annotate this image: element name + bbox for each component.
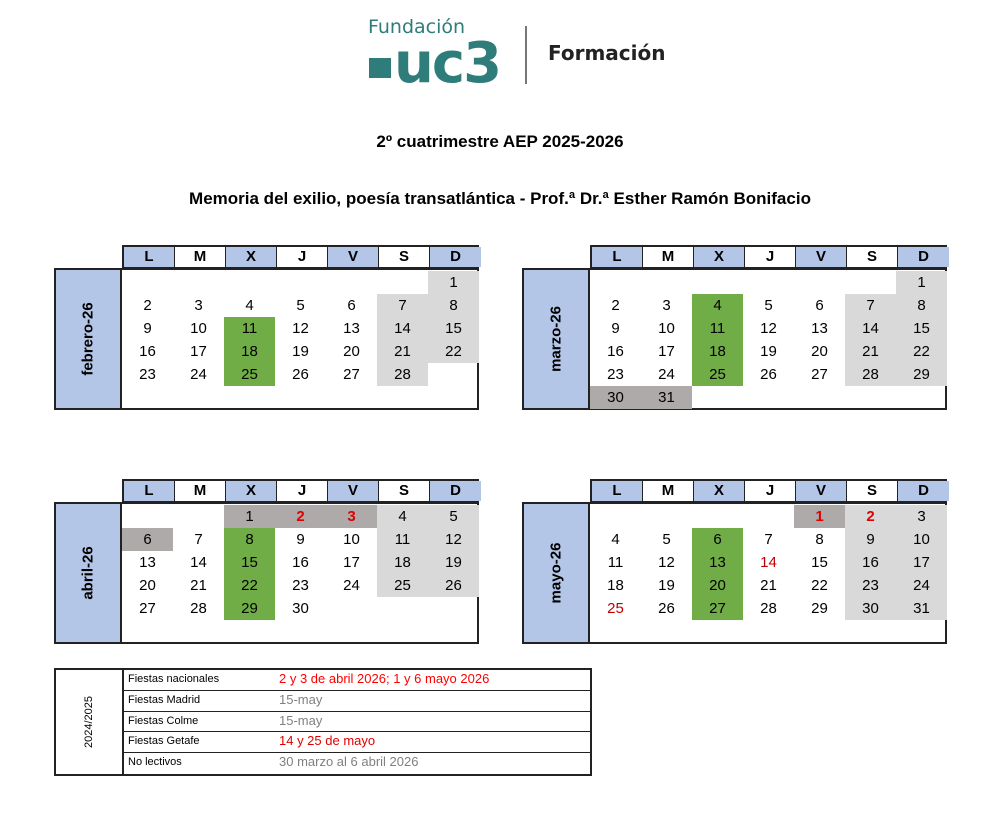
- logo-divider: [525, 26, 527, 84]
- calendar-day: 23: [845, 574, 896, 597]
- calendar-day: 15: [896, 317, 947, 340]
- calendar-day: 29: [224, 597, 275, 620]
- calendar-day: 21: [845, 340, 896, 363]
- calendar-april: [54, 479, 480, 645]
- weekday-header-s: S: [847, 247, 898, 267]
- logo-formacion-text: Formación: [548, 41, 666, 65]
- month-label-cell: [54, 502, 122, 644]
- calendar-day: 5: [296, 297, 305, 314]
- calendar-march: [522, 245, 948, 411]
- weekday-header-d: D: [430, 481, 481, 501]
- calendar-day: 3: [896, 505, 947, 528]
- calendar-day: 12: [428, 528, 479, 551]
- calendar-day: 23: [607, 366, 624, 383]
- calendar-day: 20: [139, 577, 156, 594]
- weekday-header-s: S: [379, 247, 430, 267]
- weekday-header-j: J: [745, 481, 796, 501]
- weekday-header-x: X: [694, 247, 745, 267]
- calendar-day: 4: [692, 294, 743, 317]
- weekday-header-m: M: [175, 481, 226, 501]
- calendar-day: 15: [811, 554, 828, 571]
- legend-row-label: Fiestas Colme: [128, 714, 199, 727]
- calendar-day: 7: [194, 531, 203, 548]
- calendar-day: 8: [815, 531, 824, 548]
- calendar-day: 27: [343, 366, 360, 383]
- calendar-day: 5: [662, 531, 671, 548]
- month-label-cell: [54, 268, 122, 410]
- calendar-day: 11: [607, 554, 624, 571]
- calendar-day: 26: [292, 366, 309, 383]
- weekday-header-v: V: [328, 247, 379, 267]
- calendar-day: 1: [794, 505, 845, 528]
- calendar-day: 22: [896, 340, 947, 363]
- calendar-day: 30: [292, 600, 309, 617]
- calendar-day: 20: [343, 343, 360, 360]
- calendar-day: 6: [347, 297, 356, 314]
- legend-row-value: 15-may: [279, 691, 323, 707]
- legend-row-value: 2 y 3 de abril 2026; 1 y 6 mayo 2026: [279, 671, 490, 686]
- calendar-day: 28: [190, 600, 207, 617]
- calendar-day: 19: [292, 343, 309, 360]
- legend-row-label: Fiestas Getafe: [128, 735, 200, 748]
- legend-row-value: 15-may: [279, 712, 323, 728]
- weekday-header-v: V: [796, 481, 847, 501]
- logo-fundacion-text: Fundación: [368, 16, 466, 38]
- logo-uc3-text: uc3: [394, 31, 501, 96]
- calendar-day: 25: [692, 363, 743, 386]
- legend-row: [124, 732, 590, 753]
- calendar-day: 3: [194, 297, 203, 314]
- calendar-day: 21: [190, 577, 207, 594]
- calendar-day: 22: [224, 574, 275, 597]
- calendar-day: 11: [377, 528, 428, 551]
- calendar-day: 14: [760, 554, 777, 571]
- calendar-day: 25: [377, 574, 428, 597]
- calendar-day: 17: [343, 554, 360, 571]
- calendar-day: 31: [896, 597, 947, 620]
- calendar-day: 28: [760, 600, 777, 617]
- calendar-day: 27: [139, 600, 156, 617]
- calendar-day: 19: [760, 343, 777, 360]
- weekday-header-row: [122, 245, 479, 269]
- calendar-day: 25: [607, 600, 624, 617]
- month-label: abril-26: [79, 546, 97, 600]
- calendar-day: 10: [658, 320, 675, 337]
- calendar-day: 18: [377, 551, 428, 574]
- calendar-day: 9: [611, 320, 620, 337]
- calendar-day: 2: [611, 297, 620, 314]
- calendar-day: 1: [224, 505, 275, 528]
- calendar-day: 15: [428, 317, 479, 340]
- calendar-day: 18: [607, 577, 624, 594]
- calendar-day: 12: [292, 320, 309, 337]
- weekday-header-m: M: [175, 247, 226, 267]
- legend-row: [124, 670, 590, 691]
- calendar-day: 22: [428, 340, 479, 363]
- weekday-header-j: J: [277, 247, 328, 267]
- weekday-header-x: X: [226, 247, 277, 267]
- calendar-day: 26: [428, 574, 479, 597]
- calendar-day: 2: [143, 297, 152, 314]
- weekday-header-row: [590, 245, 947, 269]
- legend-row: [124, 691, 590, 712]
- calendar-day: 11: [692, 317, 743, 340]
- weekday-header-l: L: [592, 247, 643, 267]
- calendar-day: 5: [764, 297, 773, 314]
- calendar-day: 2: [275, 505, 326, 528]
- calendar-day: 8: [428, 294, 479, 317]
- page-title: 2º cuatrimestre AEP 2025-2026: [376, 132, 624, 151]
- weekday-header-m: M: [643, 481, 694, 501]
- calendar-day: 25: [224, 363, 275, 386]
- calendar-day: 4: [245, 297, 254, 314]
- month-label: marzo-26: [547, 306, 565, 372]
- calendar-day: 13: [692, 551, 743, 574]
- weekday-header-v: V: [796, 247, 847, 267]
- course-subtitle: Memoria del exilio, poesía transatlántica - Prof.ª Dr.ª Esther Ramón Bonifacio: [189, 189, 811, 208]
- calendar-day: 27: [692, 597, 743, 620]
- calendar-day: 7: [845, 294, 896, 317]
- calendar-day: 2: [845, 505, 896, 528]
- calendar-days-grid: [590, 268, 947, 410]
- calendar-day: 4: [611, 531, 620, 548]
- legend-year-label: 2024/2025: [83, 696, 95, 748]
- month-label-cell: [522, 268, 590, 410]
- weekday-header-d: D: [898, 247, 949, 267]
- calendar-day: 6: [122, 528, 173, 551]
- calendar-day: 14: [845, 317, 896, 340]
- weekday-header-x: X: [226, 481, 277, 501]
- weekday-header-x: X: [694, 481, 745, 501]
- calendar-day: 10: [896, 528, 947, 551]
- calendar-day: 9: [296, 531, 305, 548]
- calendar-day: 3: [326, 505, 377, 528]
- calendar-day: 29: [811, 600, 828, 617]
- calendar-day: 13: [811, 320, 828, 337]
- calendar-days-grid: [590, 502, 947, 644]
- holidays-legend-table: [54, 668, 592, 776]
- calendar-day: 9: [143, 320, 152, 337]
- weekday-header-s: S: [379, 481, 430, 501]
- legend-row-label: Fiestas Madrid: [128, 693, 201, 706]
- calendar-day: 26: [760, 366, 777, 383]
- calendar-day: 17: [896, 551, 947, 574]
- calendar-day: 23: [292, 577, 309, 594]
- calendar-february: [54, 245, 480, 411]
- calendar-day: 9: [845, 528, 896, 551]
- weekday-header-j: J: [277, 481, 328, 501]
- weekday-header-l: L: [592, 481, 643, 501]
- calendar-day: 14: [377, 317, 428, 340]
- calendar-day: 10: [343, 531, 360, 548]
- calendar-day: 19: [658, 577, 675, 594]
- calendar-day: 30: [845, 597, 896, 620]
- calendar-day: 1: [896, 271, 947, 294]
- calendar-day: 16: [292, 554, 309, 571]
- calendar-day: 29: [896, 363, 947, 386]
- calendar-day: 27: [811, 366, 828, 383]
- calendar-day: 31: [641, 386, 692, 409]
- calendar-day: 26: [658, 600, 675, 617]
- legend-row-label: Fiestas nacionales: [128, 673, 220, 685]
- month-label: febrero-26: [79, 302, 97, 376]
- weekday-header-m: M: [643, 247, 694, 267]
- calendar-day: 18: [224, 340, 275, 363]
- calendar-day: 20: [811, 343, 828, 360]
- calendar-day: 13: [343, 320, 360, 337]
- calendar-day: 28: [845, 363, 896, 386]
- calendar-day: 10: [190, 320, 207, 337]
- calendar-day: 15: [224, 551, 275, 574]
- calendar-day: 6: [692, 528, 743, 551]
- calendar-day: 12: [760, 320, 777, 337]
- calendar-day: 17: [190, 343, 207, 360]
- calendar-day: 12: [658, 554, 675, 571]
- calendar-day: 11: [224, 317, 275, 340]
- weekday-header-l: L: [124, 481, 175, 501]
- calendar-day: 16: [845, 551, 896, 574]
- weekday-header-d: D: [898, 481, 949, 501]
- weekday-header-row: [590, 479, 947, 503]
- calendar-day: 13: [139, 554, 156, 571]
- calendar-day: 6: [815, 297, 824, 314]
- weekday-header-d: D: [430, 247, 481, 267]
- calendar-day: 23: [139, 366, 156, 383]
- calendar-day: 7: [764, 531, 773, 548]
- calendar-day: 1: [428, 271, 479, 294]
- calendar-day: 14: [190, 554, 207, 571]
- weekday-header-l: L: [124, 247, 175, 267]
- legend-row-value: 30 marzo al 6 abril 2026: [279, 754, 419, 770]
- calendar-day: 30: [590, 386, 641, 409]
- calendar-day: 28: [377, 363, 428, 386]
- calendar-day: 19: [428, 551, 479, 574]
- calendar-may: [522, 479, 948, 645]
- weekday-header-s: S: [847, 481, 898, 501]
- calendar-day: 18: [692, 340, 743, 363]
- logo-square-icon: [369, 58, 391, 78]
- calendar-day: 24: [343, 577, 360, 594]
- fundacion-uc3-logo: [368, 16, 668, 96]
- calendar-day: 20: [692, 574, 743, 597]
- calendar-day: 24: [896, 574, 947, 597]
- calendar-day: 16: [139, 343, 156, 360]
- calendar-day: 3: [662, 297, 671, 314]
- calendar-days-grid: [122, 268, 479, 410]
- legend-row: [124, 753, 590, 774]
- calendar-day: 22: [811, 577, 828, 594]
- weekday-header-j: J: [745, 247, 796, 267]
- calendar-day: 7: [377, 294, 428, 317]
- calendar-day: 8: [896, 294, 947, 317]
- weekday-header-v: V: [328, 481, 379, 501]
- legend-row-value: 14 y 25 de mayo: [279, 733, 376, 749]
- calendar-day: 17: [658, 343, 675, 360]
- calendar-day: 16: [607, 343, 624, 360]
- calendar-days-grid: [122, 502, 479, 644]
- legend-row: [124, 712, 590, 733]
- legend-year-cell: [56, 670, 124, 774]
- month-label-cell: [522, 502, 590, 644]
- calendar-day: 24: [658, 366, 675, 383]
- calendar-day: 24: [190, 366, 207, 383]
- calendar-day: 21: [377, 340, 428, 363]
- calendar-day: 5: [428, 505, 479, 528]
- legend-row-label: No lectivos: [128, 756, 182, 769]
- weekday-header-row: [122, 479, 479, 503]
- month-label: mayo-26: [547, 542, 565, 604]
- calendar-day: 8: [224, 528, 275, 551]
- calendar-day: 21: [760, 577, 777, 594]
- calendar-day: 4: [377, 505, 428, 528]
